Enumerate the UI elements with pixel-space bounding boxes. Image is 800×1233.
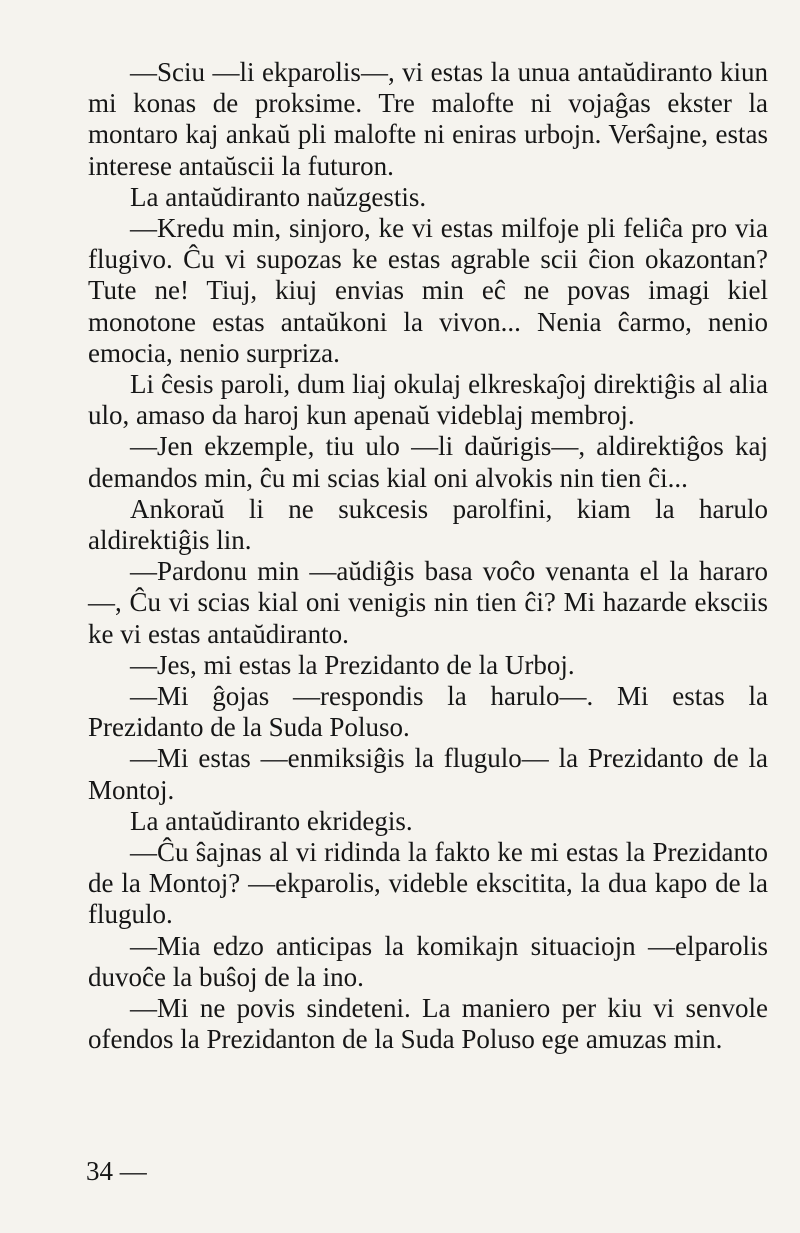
paragraph: —Mia edzo anticipas la komikajn situaciojn —elparolis duvoĉe la buŝoj de la ino. [88,930,768,992]
body-text [88,57,768,1056]
paragraph: —Kredu min, sinjoro, ke vi estas milfoje pli feliĉa pro via flugivo. Ĉu vi supozas ke estas agrable scii ĉion okazontan? Tute ne! Tiuj, kiuj envias min eĉ ne povas imagi kiel monotone estas antaŭkoni la vivon... Nenia ĉarmo, nenio emocia, nenio surpriza. [88,213,768,368]
paragraph: La antaŭdiranto ekridegis. [130,805,413,836]
paragraph: —Mi estas —enmiksiĝis la flugulo— la Prezidanto de la Montoj. [88,743,768,805]
paragraph: Ankoraŭ li ne sukcesis parolfini, kiam la harulo aldirektiĝis lin. [88,493,768,556]
paragraph: —Ĉu ŝajnas al vi ridinda la fakto ke mi estas la Prezidanto de la Montoj? —ekparolis, videble ekscitita, la dua kapo de la flugulo. [88,837,768,930]
paragraph: —Pardonu min —aŭdiĝis basa voĉo venanta el la hararo—, Ĉu vi scias kial oni venigis nin tien ĉi? Mi hazarde eksciis ke vi estas antaŭdiranto. [88,556,768,649]
paragraph: La antaŭdiranto naŭzgestis. [130,181,427,212]
paragraph: Li ĉesis paroli, dum liaj okulaj elkreskaĵoj direktiĝis al alia ulo, amaso da haroj kun apenaŭ videblaj membroj. [88,369,768,431]
page-number: 34 — [86,1156,147,1186]
paragraph: —Mi ĝojas —respondis la harulo—. Mi estas la Prezidanto de la Suda Poluso. [88,681,768,743]
paragraph: —Jen ekzemple, tiu ulo —li daŭrigis—, aldirektiĝos kaj demandos min, ĉu mi scias kial oni alvokis nin tien ĉi... [88,431,768,493]
paragraph: —Sciu —li ekparolis—, vi estas la unua antaŭdiranto kiun mi konas de proksime. Tre malofte ni vojaĝas ekster la montaro kaj ankaŭ pli malofte ni eniras urbojn. Verŝajne, estas interese antaŭscii la futuron. [88,57,768,181]
paragraph: —Jes, mi estas la Prezidanto de la Urboj. [130,649,575,680]
paragraph: —Mi ne povis sindeteni. La maniero per kiu vi senvole ofendos la Prezidanton de la Suda Poluso ege amuzas min. [88,993,768,1055]
